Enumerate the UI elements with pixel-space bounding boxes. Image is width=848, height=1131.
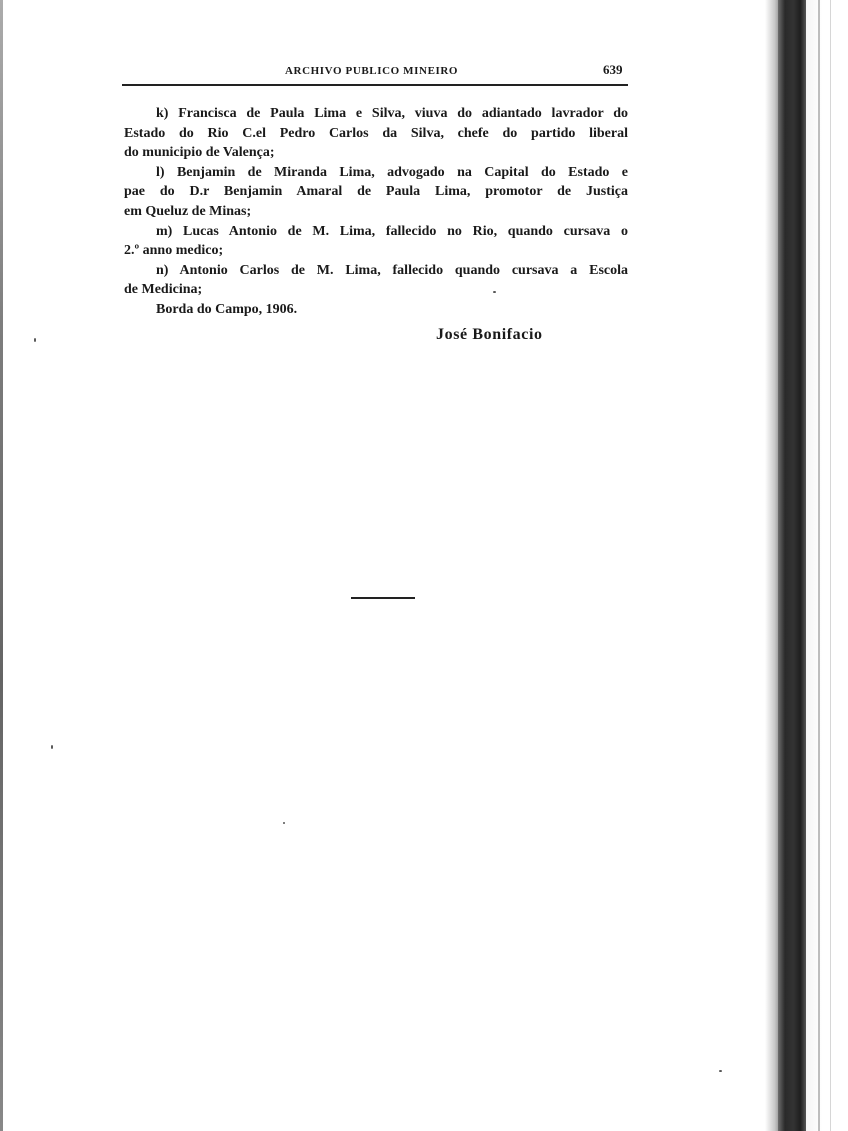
scan-speck [719,1070,722,1072]
text-line: m) Lucas Antonio de M. Lima, fallecido no Rio, quando cursava o [156,223,628,239]
running-title: ARCHIVO PUBLICO MINEIRO [285,65,459,77]
text-line: n) Antonio Carlos de M. Lima, fallecido quando cursava a Escola [156,262,628,278]
paragraph-l [124,163,628,222]
page-edge-line [818,0,820,1131]
text-line: Estado do Rio C.el Pedro Carlos da Silva, chefe do partido liberal [124,125,628,141]
scan-speck [34,338,36,342]
paragraph-n [124,261,628,300]
text-line: k) Francisca de Paula Lima e Silva, viuva do adiantado lavrador do [156,106,628,121]
binding-shadow [765,0,779,1131]
paragraph-k [124,104,628,163]
body-text [124,104,628,320]
end-rule [351,597,415,599]
text-line: pae do D.r Benjamin Amaral de Paula Lima, promotor de Justiça [124,184,628,200]
signature: José Bonifacio [436,326,543,343]
page-number: 639 [603,62,623,77]
adjacent-page-edge [806,0,848,1131]
dateline: Borda do Campo, 1906. [156,301,298,317]
text-line: em Queluz de Minas; [124,203,252,219]
text-line: l) Benjamin de Miranda Lima, advogado na Capital do Estado e [156,164,628,180]
page-left-edge [0,0,3,1131]
text-line: 2.º anno medico; [124,243,224,259]
header-rule [122,84,628,86]
text-line: de Medicina; [124,282,203,298]
text-line: do municipio de Valença; [124,145,275,161]
scan-speck [493,291,496,293]
paragraph-m [124,222,628,261]
page-edge-line [830,0,831,1131]
scan-speck [51,745,53,749]
scan-speck [283,822,285,824]
binding-gutter [778,0,806,1131]
